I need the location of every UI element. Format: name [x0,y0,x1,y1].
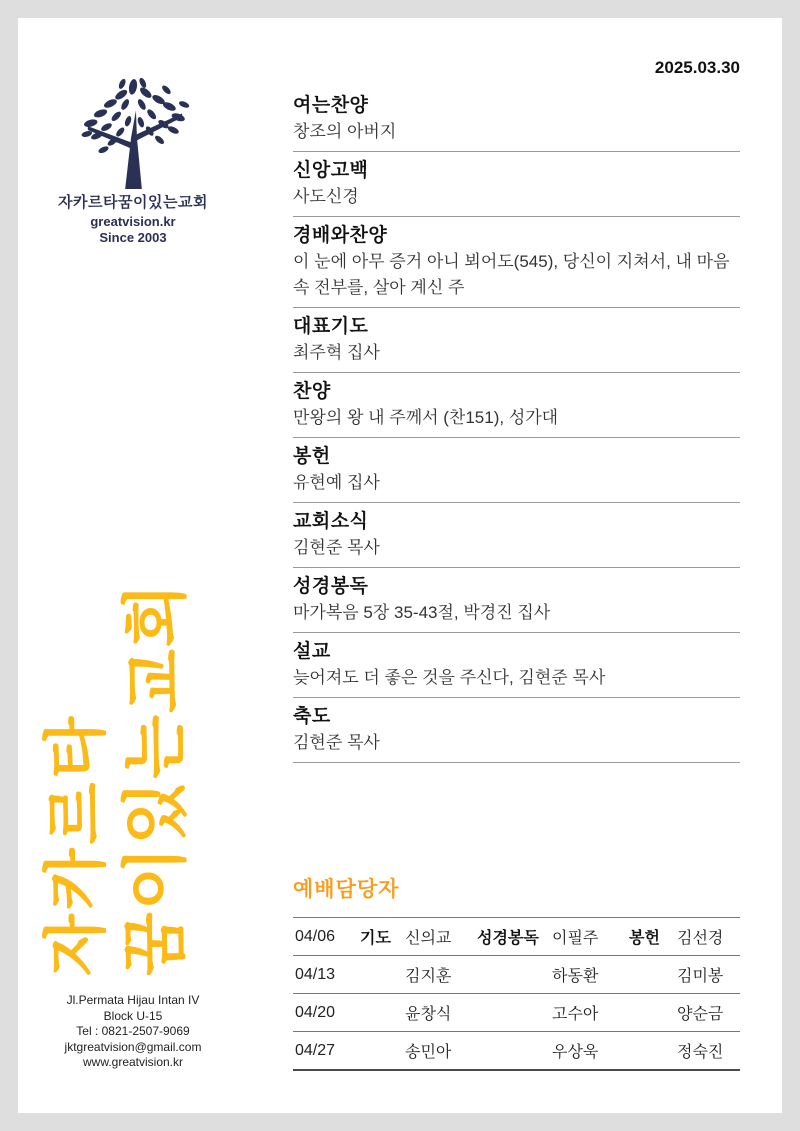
worship-item-title: 신앙고백 [293,160,369,181]
roster-offering-name: 김미봉 [677,968,724,985]
vertical-church-word-2: 꿈이있는교회 [118,581,192,976]
roster-label-prayer: 기도 [360,930,391,947]
worship-item-desc: 마가복음 5장 35-43절, 박경진 집사 [293,603,551,622]
roster-offering-name: 정숙진 [677,1044,724,1061]
worship-item-offering [293,438,740,503]
worship-item-desc: 김현준 목사 [293,538,380,557]
worship-item-desc: 유현예 집사 [293,473,380,492]
worship-order-section [293,57,740,763]
worship-item-benediction [293,698,740,763]
worship-item-title: 대표기도 [293,316,369,337]
roster-prayer-name: 윤창식 [405,1006,452,1023]
bulletin-date: 2025.03.30 [654,58,740,77]
roster-prayer-name: 송민아 [405,1044,452,1061]
worship-item-desc: 만왕의 왕 내 주께서 (찬151), 성가대 [293,408,559,427]
phone-line: Tel : 0821-2507-9069 [76,1024,190,1038]
church-name: 자카르타꿈이있는교회 [58,194,208,211]
worship-item-worship-praise [293,217,740,308]
worship-item-desc: 최주혁 집사 [293,343,380,362]
bulletin-page [18,18,782,1113]
church-address-block [18,993,248,1071]
roster-scripture-name: 이필주 [552,930,599,947]
worship-item-desc: 늦어져도 더 좋은 것을 주신다, 김현준 목사 [293,668,606,687]
address-line-2: Block U-15 [103,1008,163,1023]
roster-date: 04/06 [295,927,336,945]
worship-item-title: 봉헌 [293,446,331,467]
service-roster-section [293,873,740,1071]
worship-item-title: 교회소식 [293,511,369,532]
roster-scripture-name: 고수아 [552,1006,599,1023]
roster-date: 04/20 [295,1003,336,1021]
roster-offering-name: 김선경 [677,930,724,947]
email-line: jktgreatvision@gmail.com [64,1039,202,1054]
vertical-church-word-1: 자카르타 [40,712,112,976]
roster-offering-name: 양순금 [677,1006,724,1023]
roster-scripture-name: 우상욱 [552,1044,599,1061]
worship-item-scripture-reading [293,568,740,633]
worship-item-desc: 사도신경 [293,187,359,206]
roster-prayer-name: 신의교 [405,930,452,947]
worship-item-desc: 김현준 목사 [293,733,380,752]
roster-heading: 예배담당자 [293,878,400,901]
worship-item-representative-prayer [293,308,740,373]
roster-row [293,918,740,956]
address-line-1: Jl.Permata Hijau Intan IV [66,993,200,1007]
worship-item-title: 성경봉독 [293,576,369,597]
roster-date: 04/27 [295,1041,336,1059]
website-line: www.greatvision.kr [82,1055,184,1069]
worship-item-sermon [293,633,740,698]
worship-item-confession [293,152,740,217]
roster-row [293,956,740,994]
worship-item-title: 여는찬양 [293,95,369,116]
roster-label-scripture: 성경봉독 [477,930,539,947]
worship-item-praise [293,373,740,438]
tree-logo-icon [18,77,248,189]
church-since: Since 2003 [99,230,167,245]
worship-item-desc: 창조의 아버지 [293,122,397,141]
roster-prayer-name: 김지훈 [405,968,452,985]
roster-date: 04/13 [295,965,336,983]
worship-item-title: 경배와찬양 [293,225,388,246]
worship-item-title: 찬양 [293,381,331,402]
roster-row [293,994,740,1032]
roster-table [293,917,740,1071]
worship-item-desc: 이 눈에 아무 증거 아니 뵈어도(545), 당신이 지쳐서, 내 마음 속 전부를, 살아 계신 주 [293,252,730,297]
roster-label-offering: 봉헌 [629,930,660,947]
worship-item-opening-praise [293,87,740,152]
roster-row [293,1032,740,1071]
church-website: greatvision.kr [90,214,176,229]
roster-scripture-name: 하동환 [552,968,599,985]
church-logo-block [18,77,248,245]
worship-item-title: 설교 [293,641,331,662]
worship-item-title: 축도 [293,706,331,727]
worship-item-church-news [293,503,740,568]
